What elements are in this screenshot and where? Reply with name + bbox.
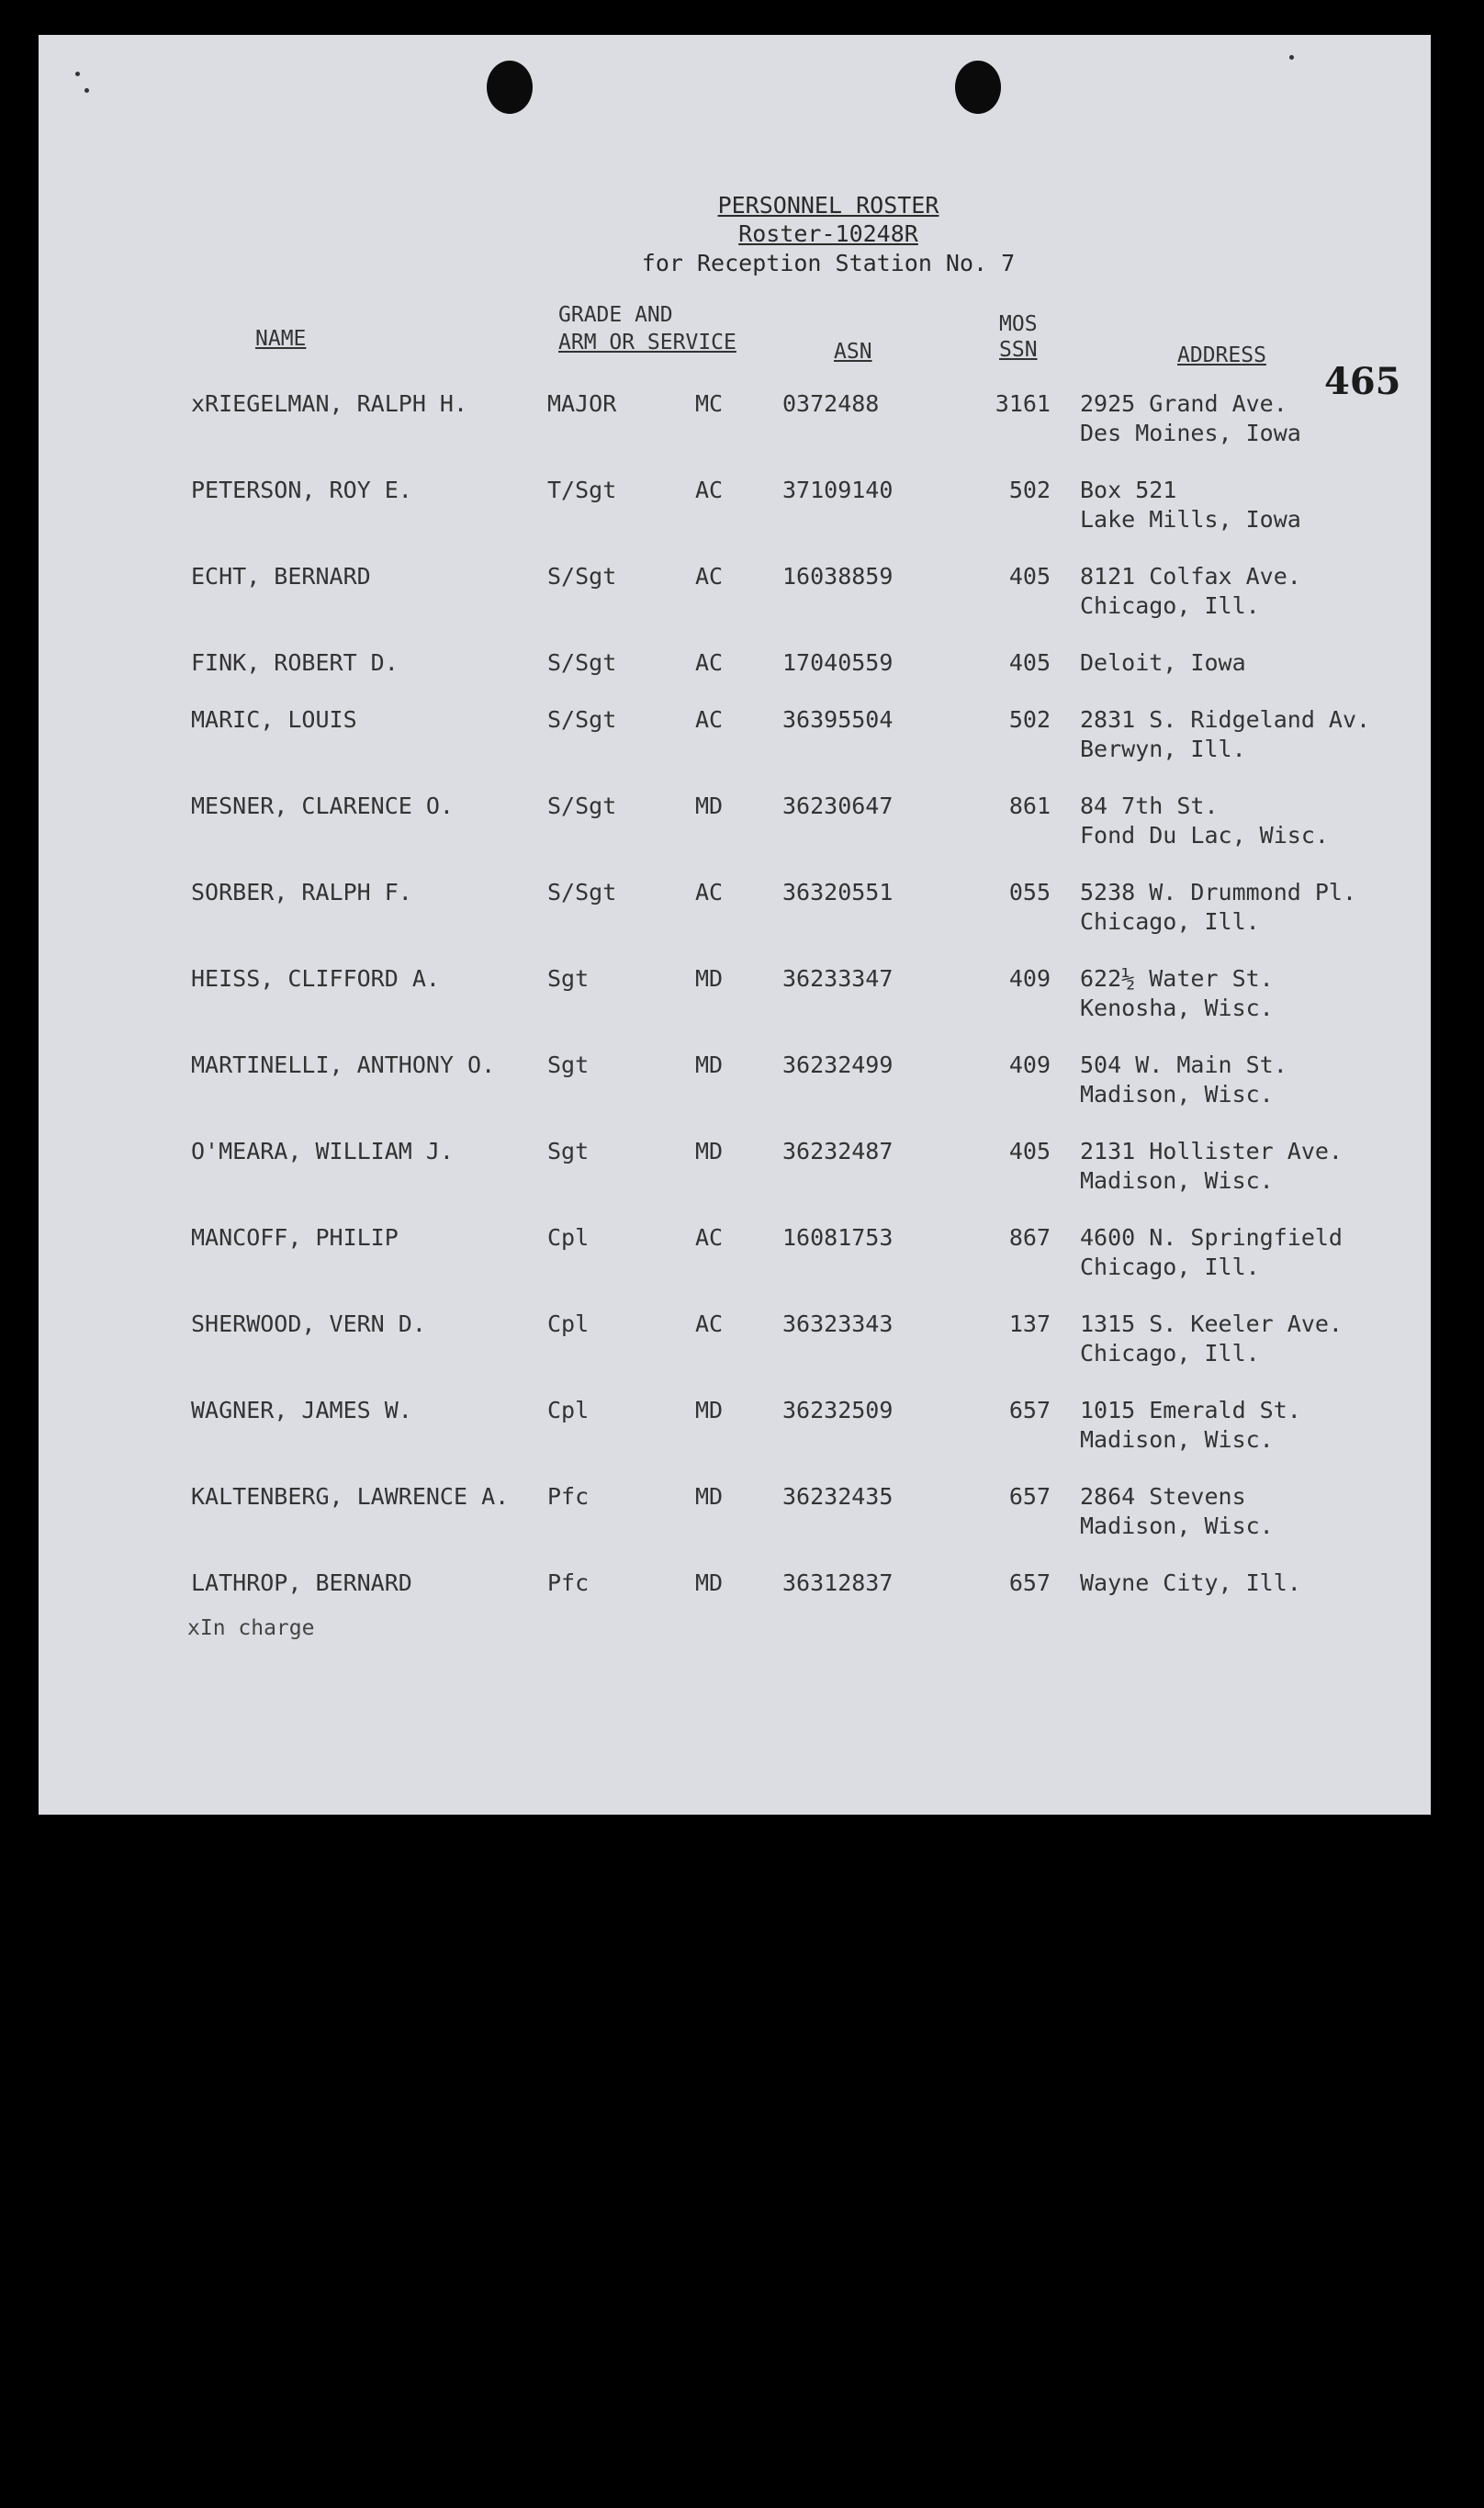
table-row	[39, 562, 1431, 645]
cell-arm: MD	[695, 1138, 724, 1164]
cell-grade: Pfc	[547, 1569, 590, 1596]
cell-address-line1: 2864 Stevens	[1080, 1483, 1246, 1510]
cell-address-line1: 622½ Water St.	[1080, 965, 1274, 992]
cell-asn: 36323343	[782, 1310, 894, 1337]
cell-address-line2: Kenosha, Wisc.	[1080, 995, 1274, 1021]
speck	[1289, 55, 1294, 60]
cell-grade: Sgt	[547, 1052, 590, 1078]
cell-grade: Cpl	[547, 1310, 590, 1337]
cell-asn: 36312837	[782, 1569, 894, 1596]
cell-address-line2: Chicago, Ill.	[1080, 1254, 1260, 1280]
cell-asn: 36320551	[782, 879, 894, 905]
cell-name: MANCOFF, PHILIP	[191, 1224, 399, 1251]
header-grade-line2: ARM OR SERVICE	[558, 331, 736, 354]
cell-address-line1: 1015 Emerald St.	[1080, 1397, 1301, 1423]
cell-arm: AC	[695, 1310, 724, 1337]
cell-grade: S/Sgt	[547, 649, 617, 676]
cell-address-line1: 504 W. Main St.	[1080, 1052, 1287, 1078]
cell-address-line1: Wayne City, Ill.	[1080, 1569, 1301, 1596]
cell-name: MESNER, CLARENCE O.	[191, 793, 454, 819]
document-subtitle: Roster-10248R	[738, 220, 918, 247]
footnote: xIn charge	[187, 1616, 315, 1640]
cell-mos: 055	[1008, 879, 1051, 905]
cell-mos: 405	[1008, 563, 1051, 590]
document-station: for Reception Station No. 7	[641, 250, 1016, 276]
cell-address-line2: Chicago, Ill.	[1080, 592, 1260, 619]
cell-mos: 657	[1008, 1483, 1051, 1510]
cell-arm: AC	[695, 706, 724, 733]
header-grade-line1: GRADE AND	[558, 303, 673, 327]
cell-name: FINK, ROBERT D.	[191, 649, 399, 676]
cell-name: KALTENBERG, LAWRENCE A.	[191, 1483, 510, 1510]
cell-address-line2: Lake Mills, Iowa	[1080, 506, 1301, 533]
speck	[84, 88, 89, 93]
cell-mos: 409	[1008, 965, 1051, 992]
cell-address-line1: 84 7th St.	[1080, 793, 1219, 819]
cell-name: O'MEARA, WILLIAM J.	[191, 1138, 454, 1164]
cell-mos: 502	[1008, 477, 1051, 503]
cell-address-line2: Chicago, Ill.	[1080, 1340, 1260, 1366]
cell-grade: Sgt	[547, 1138, 590, 1164]
cell-address-line1: 2925 Grand Ave.	[1080, 390, 1287, 417]
roster-page	[39, 35, 1431, 1815]
punch-hole	[955, 61, 1001, 114]
document-title: PERSONNEL ROSTER	[717, 192, 939, 219]
cell-arm: MD	[695, 1397, 724, 1423]
cell-asn: 17040559	[782, 649, 894, 676]
cell-asn: 16081753	[782, 1224, 894, 1251]
cell-address-line1: Box 521	[1080, 477, 1177, 503]
cell-name: HEISS, CLIFFORD A.	[191, 965, 440, 992]
cell-mos: 867	[1008, 1224, 1051, 1251]
cell-arm: MD	[695, 1052, 724, 1078]
cell-name: MARTINELLI, ANTHONY O.	[191, 1052, 496, 1078]
header-name: NAME	[255, 327, 307, 351]
cell-name: SORBER, RALPH F.	[191, 879, 412, 905]
cell-grade: S/Sgt	[547, 706, 617, 733]
cell-address-line2: Chicago, Ill.	[1080, 908, 1260, 935]
cell-address-line1: 4600 N. Springfield	[1080, 1224, 1343, 1251]
cell-address-line2: Madison, Wisc.	[1080, 1426, 1274, 1453]
table-row	[39, 1482, 1431, 1565]
cell-grade: Pfc	[547, 1483, 590, 1510]
cell-mos: 405	[1008, 1138, 1051, 1164]
cell-arm: MD	[695, 793, 724, 819]
cell-grade: MAJOR	[547, 390, 617, 417]
cell-arm: MD	[695, 1483, 724, 1510]
cell-address-line2: Madison, Wisc.	[1080, 1167, 1274, 1194]
cell-arm: AC	[695, 563, 724, 590]
cell-address-line1: 5238 W. Drummond Pl.	[1080, 879, 1357, 905]
cell-mos: 137	[1008, 1310, 1051, 1337]
cell-address-line1: 2131 Hollister Ave.	[1080, 1138, 1343, 1164]
cell-mos: 409	[1008, 1052, 1051, 1078]
cell-mos: 405	[1008, 649, 1051, 676]
punch-hole	[487, 61, 533, 114]
table-row	[39, 1310, 1431, 1392]
cell-address-line2: Berwyn, Ill.	[1080, 736, 1246, 762]
cell-grade: S/Sgt	[547, 563, 617, 590]
table-row	[39, 964, 1431, 1047]
cell-address-line1: Deloit, Iowa	[1080, 649, 1246, 676]
header-asn: ASN	[834, 340, 872, 364]
cell-grade: Cpl	[547, 1224, 590, 1251]
table-row	[39, 705, 1431, 788]
cell-address-line2: Madison, Wisc.	[1080, 1513, 1274, 1539]
table-row	[39, 792, 1431, 874]
cell-grade: Cpl	[547, 1397, 590, 1423]
cell-name: LATHROP, BERNARD	[191, 1569, 412, 1596]
cell-mos: 657	[1008, 1397, 1051, 1423]
cell-mos: 502	[1008, 706, 1051, 733]
cell-name: SHERWOOD, VERN D.	[191, 1310, 426, 1337]
cell-name: MARIC, LOUIS	[191, 706, 357, 733]
cell-asn: 36232435	[782, 1483, 894, 1510]
cell-address-line2: Des Moines, Iowa	[1080, 420, 1301, 446]
cell-arm: MC	[695, 390, 724, 417]
cell-arm: AC	[695, 649, 724, 676]
cell-name: ECHT, BERNARD	[191, 563, 371, 590]
table-row	[39, 1137, 1431, 1220]
speck	[75, 72, 80, 76]
cell-mos: 657	[1008, 1569, 1051, 1596]
cell-asn: 36233347	[782, 965, 894, 992]
table-row	[39, 389, 1431, 472]
cell-arm: MD	[695, 1569, 724, 1596]
cell-asn: 36395504	[782, 706, 894, 733]
cell-mos: 861	[1008, 793, 1051, 819]
cell-address-line1: 2831 S. Ridgeland Av.	[1080, 706, 1371, 733]
cell-name: WAGNER, JAMES W.	[191, 1397, 412, 1423]
page-number: 465	[1324, 360, 1401, 403]
cell-name: xRIEGELMAN, RALPH H.	[191, 390, 468, 417]
header-address: ADDRESS	[1177, 343, 1266, 367]
cell-asn: 36232487	[782, 1138, 894, 1164]
cell-grade: S/Sgt	[547, 793, 617, 819]
table-row	[39, 878, 1431, 961]
cell-asn: 36232499	[782, 1052, 894, 1078]
table-row	[39, 1396, 1431, 1479]
cell-arm: AC	[695, 477, 724, 503]
cell-grade: T/Sgt	[547, 477, 617, 503]
cell-grade: S/Sgt	[547, 879, 617, 905]
cell-asn: 16038859	[782, 563, 894, 590]
cell-asn: 36230647	[782, 793, 894, 819]
header-mos-line2: SSN	[999, 338, 1038, 362]
cell-asn: 36232509	[782, 1397, 894, 1423]
cell-mos: 3161	[995, 390, 1051, 417]
cell-name: PETERSON, ROY E.	[191, 477, 412, 503]
header-mos-line1: MOS	[999, 312, 1038, 336]
cell-asn: 37109140	[782, 477, 894, 503]
cell-arm: AC	[695, 879, 724, 905]
cell-grade: Sgt	[547, 965, 590, 992]
cell-address-line1: 1315 S. Keeler Ave.	[1080, 1310, 1343, 1337]
table-row	[39, 1051, 1431, 1133]
table-row	[39, 1223, 1431, 1306]
cell-asn: 0372488	[782, 390, 880, 417]
cell-arm: MD	[695, 965, 724, 992]
table-row	[39, 476, 1431, 558]
cell-arm: AC	[695, 1224, 724, 1251]
cell-address-line2: Fond Du Lac, Wisc.	[1080, 822, 1329, 849]
cell-address-line1: 8121 Colfax Ave.	[1080, 563, 1301, 590]
cell-address-line2: Madison, Wisc.	[1080, 1081, 1274, 1108]
